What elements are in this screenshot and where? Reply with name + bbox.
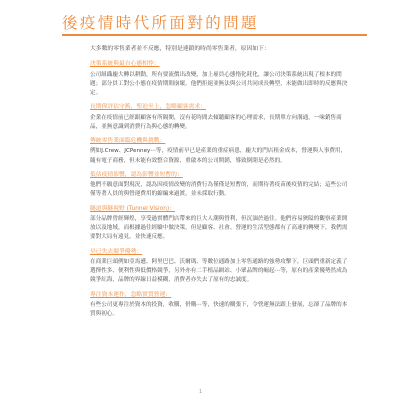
section-heading: 早已失去競爭優勢：: [90, 248, 143, 255]
section-body: 部分品牌曾經輝煌，享受過實體門店帶來的巨大人潮與營利，但沉湎於過往。他們容易狹隘的觀察產業開放以及地域，而根據過往經驗中做決策，但是顧客、社會、營運的生活型態都有了高速的轉變下，我們需要對大局有遠見，並快速反應。: [90, 216, 348, 241]
section-body: 企業在疫情前已經跟顧客有所隔閡，沒有花時間去傾聽顧客的心理需求，長期單方向溝通，一味銷售商品，並無意識到消費行為與心態的轉變。: [90, 114, 342, 130]
section-body: 他們不願意面對現況，認為因疫情改變的消費行為僅僅是短暫的，而期待著疫苗後疫情的完結；這些公司僅等著人員的與營運費用的縮編來過渡，並未採取行動。: [90, 182, 348, 198]
page-number: 1: [199, 389, 203, 395]
section-7: [90, 291, 350, 319]
section-1: [90, 60, 350, 97]
section-heading: 隧道與隧視野 (Tunnel Vision)：: [90, 206, 175, 213]
document-title: 後疫情時代所面對的問題: [62, 14, 259, 32]
section-heading: 專注資本運作，忽略實質營運：: [90, 291, 172, 298]
title-divider: [62, 34, 367, 36]
section-6: [90, 248, 350, 285]
section-3: [90, 137, 350, 165]
section-heading: 長期偉評估守舊，聖迫至上，忽略顧客需求：: [90, 104, 206, 111]
section-2: [90, 103, 350, 131]
section-heading: 決策系統與最自心態相悖：: [90, 61, 160, 68]
intro-paragraph: 大多數的零售業者並不反應，特別是連鎖的時尚零售業者，原因如下：: [90, 46, 270, 52]
section-body: 公司組織龐大轉以耕動，所有要流價出改變，加上雇員心態惰化耗化，讓公司決策系統出現了根本的問題；部分員工對公小態在疫情期間崩壞，他們拒絕並無法與公司共同成長轉型，未能做出即時的反應與決定。: [90, 71, 348, 96]
section-body: 在商業巨頭例如亞馬遜、阿里巴巴、沃爾瑪、等數位通路加上零售通路的強勢攻擊下，巨頭們重新定義了選擇性多、便利性與低價格競爭，另外亦有二手植品網站、小眾品牌的崛起⋯等，原有的產業優勢然成為競爭紅海，品牌的界線日益模糊，消費者亦失去了原有的忠誠度。: [90, 259, 348, 284]
section-4: [90, 171, 350, 199]
section-heading: 傳統零售業面臨危機與挑戰：: [90, 138, 166, 145]
section-heading: 低估疫情影響，認為影響並短暫的：: [90, 172, 183, 179]
document-content: [90, 45, 350, 325]
section-body: 例如J.Crew、JCPenney⋯等，疫情前早已是產業的重症病患，龐大的門店租金成本，營運與人事費用，隨有電子商務，但未能有效整合資源，重啟本的公司開銷，導致倒閉是必然的。: [90, 148, 347, 164]
section-body: 有些公司更專注於資本的投資，收購，併購⋯等，快速的購張下，令營運無法跟上發展，忘卻了品牌的本質與初心。: [90, 302, 348, 318]
section-5: [90, 205, 350, 242]
